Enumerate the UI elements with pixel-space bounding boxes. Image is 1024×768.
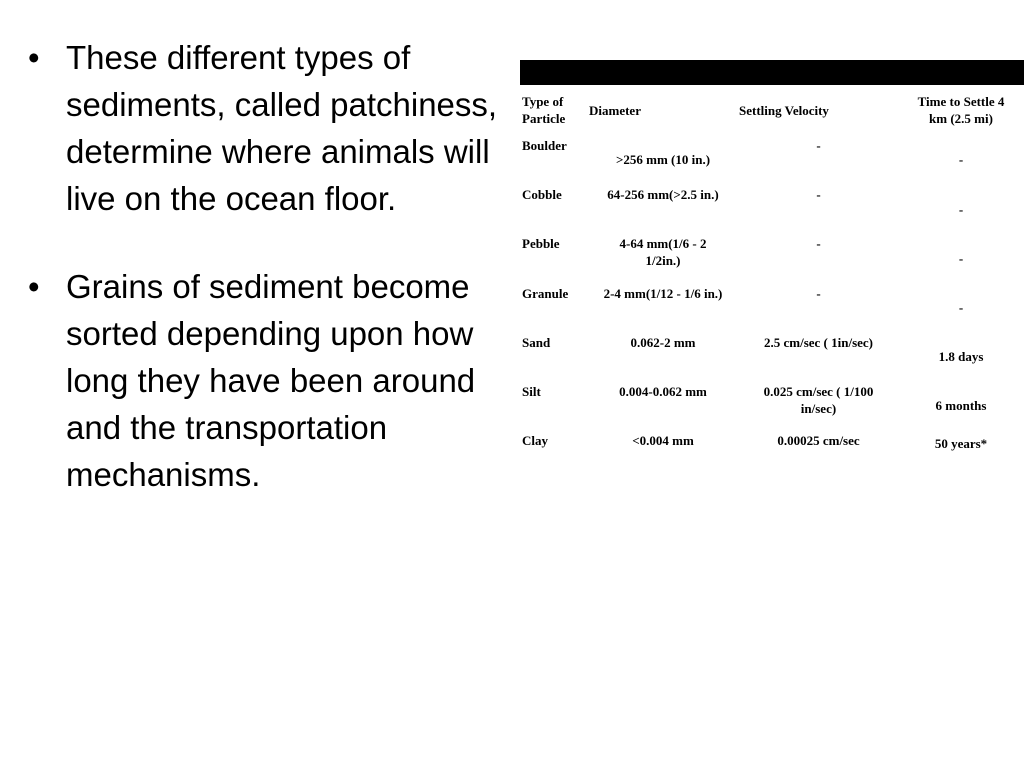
cell-velocity: - bbox=[816, 187, 821, 202]
bullet-text: Grains of sediment become sorted depending upon how long they have been around and the transportation mechanisms. bbox=[66, 268, 476, 493]
cell-type: Boulder bbox=[522, 138, 567, 153]
cell-time: - bbox=[958, 300, 964, 315]
cell-type: Sand bbox=[522, 335, 551, 350]
table-title-bar bbox=[520, 60, 1024, 85]
cell-diameter: <0.004 mm bbox=[632, 433, 694, 448]
cell-diameter: >256 mm (10 in.) bbox=[615, 152, 711, 167]
header-time-to-settle: Time to Settle 4 km (2.5 mi) bbox=[917, 94, 1005, 126]
cell-diameter: 0.062-2 mm bbox=[630, 335, 696, 350]
cell-type: Clay bbox=[522, 433, 548, 448]
cell-velocity: 0.025 cm/sec ( 1/100 in/sec) bbox=[763, 384, 874, 416]
cell-time: 1.8 days bbox=[938, 349, 984, 364]
cell-type: Silt bbox=[522, 384, 541, 399]
cell-diameter: 64-256 mm(>2.5 in.) bbox=[607, 187, 719, 202]
cell-time: 50 years* bbox=[934, 436, 988, 451]
bullet-item bbox=[28, 34, 498, 222]
cell-type: Pebble bbox=[522, 236, 560, 251]
cell-velocity: 2.5 cm/sec ( 1in/sec) bbox=[763, 335, 874, 350]
cell-diameter: 0.004-0.062 mm bbox=[619, 384, 707, 399]
cell-velocity: - bbox=[816, 236, 821, 251]
bullet-dot-icon: • bbox=[28, 268, 40, 305]
cell-type: Granule bbox=[522, 286, 569, 301]
cell-time: 6 months bbox=[935, 398, 987, 413]
bullet-list bbox=[28, 34, 498, 539]
cell-velocity: - bbox=[816, 286, 821, 301]
cell-time: - bbox=[958, 202, 964, 217]
header-type: Type of Particle bbox=[522, 94, 566, 126]
bullet-dot-icon: • bbox=[28, 39, 40, 76]
cell-time: - bbox=[958, 152, 964, 167]
header-settling-velocity: Settling Velocity bbox=[739, 103, 829, 118]
cell-velocity: 0.00025 cm/sec bbox=[777, 433, 860, 448]
header-diameter: Diameter bbox=[589, 103, 641, 118]
cell-velocity: - bbox=[816, 138, 821, 153]
cell-diameter: 4-64 mm(1/6 - 2 1/2in.) bbox=[619, 236, 707, 268]
cell-time: - bbox=[958, 251, 964, 266]
bullet-item bbox=[28, 263, 498, 498]
cell-diameter: 2-4 mm(1/12 - 1/6 in.) bbox=[603, 286, 723, 301]
bullet-text: These different types of sediments, called patchiness, determine where animals will live on the ocean floor. bbox=[66, 39, 498, 217]
cell-type: Cobble bbox=[522, 187, 562, 202]
